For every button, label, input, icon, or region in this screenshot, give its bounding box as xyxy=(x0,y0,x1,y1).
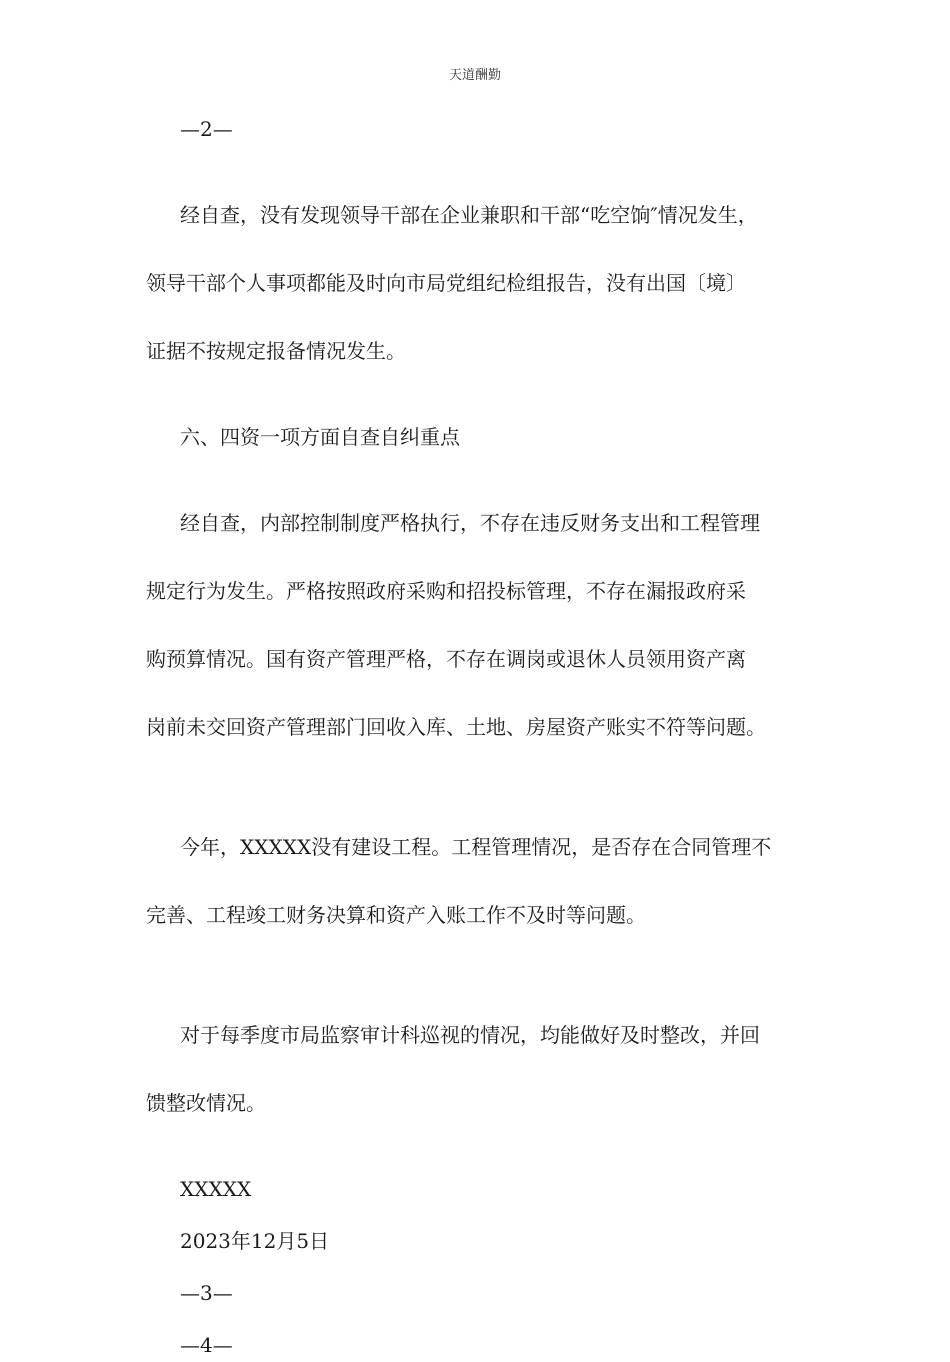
paragraph-2-line-2: 规定行为发生。严格按照政府采购和招投标管理，不存在漏报政府采 xyxy=(146,579,746,603)
paragraph-4 xyxy=(146,984,810,1154)
page-marker-3: —3— xyxy=(180,1281,233,1305)
paragraph-4-line-2: 馈整改情况。 xyxy=(146,1091,266,1115)
paragraph-4-line-1: 对于每季度市局监察审计科巡视的情况，均能做好及时整改，并回 xyxy=(180,1023,760,1047)
paragraph-2-line-4: 岗前未交回资产管理部门回收入库、土地、房屋资产账实不符等问题。 xyxy=(146,715,766,739)
page-marker-4: —4— xyxy=(180,1333,233,1357)
document-body xyxy=(146,112,810,1362)
paragraph-3 xyxy=(146,796,810,966)
page-marker-2: —2— xyxy=(180,117,233,141)
paragraph-1-line-1: 经自查，没有发现领导干部在企业兼职和干部“吃空饷″情况发生， xyxy=(180,203,758,227)
paragraph-1-line-3: 证据不按规定报备情况发生。 xyxy=(146,339,406,363)
paragraph-3-line-2: 完善、工程竣工财务决算和资产入账工作不及时等问题。 xyxy=(146,903,646,927)
paragraph-2 xyxy=(146,472,810,778)
page-header: 天道酬勤 xyxy=(448,68,501,83)
paragraph-3-line-1: 今年，XXXXX没有建设工程。工程管理情况，是否存在合同管理不 xyxy=(180,835,772,859)
document-date: 2023年12月5日 xyxy=(180,1229,330,1253)
paragraph-1-line-2: 领导干部个人事项都能及时向市局党组纪检组报告，没有出国〔境〕 xyxy=(146,271,746,295)
paragraph-1 xyxy=(146,164,810,402)
paragraph-2-line-1: 经自查，内部控制制度严格执行，不存在违反财务支出和工程管理 xyxy=(180,511,760,535)
paragraph-2-line-3: 购预算情况。国有资产管理严格，不存在调岗或退休人员领用资产离 xyxy=(146,647,746,671)
section-heading-6: 六、四资一项方面自查自纠重点 xyxy=(180,425,460,449)
signature: XXXXX xyxy=(180,1177,252,1201)
